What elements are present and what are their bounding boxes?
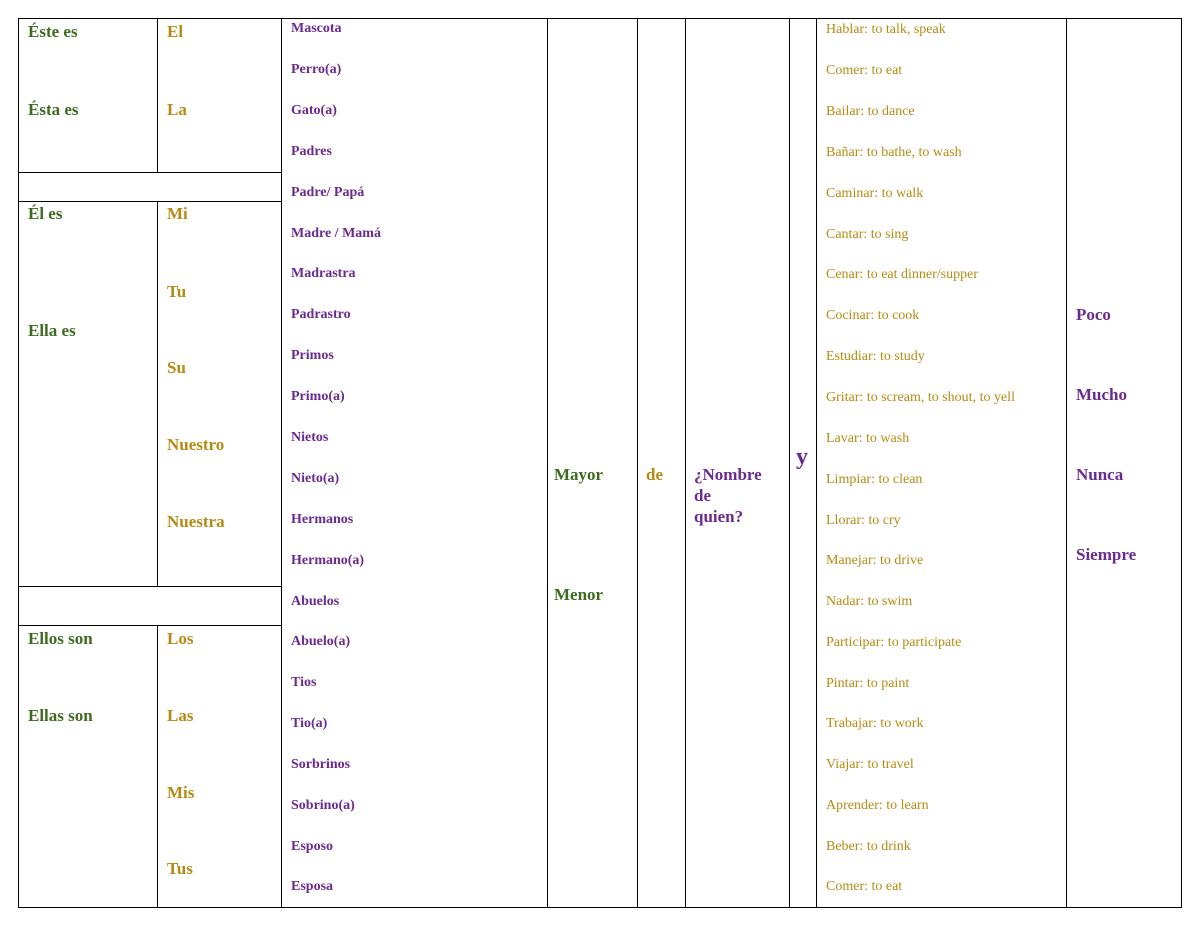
verb-item: Manejar: to drive (826, 553, 924, 568)
verb-item: Comer: to eat (826, 63, 903, 78)
subject-el-es: Él es (28, 204, 63, 223)
noun-item: Tio(a) (291, 716, 328, 731)
noun-item: Sobrino(a) (291, 798, 355, 813)
whose-name-line-3: quien? (694, 507, 744, 526)
noun-item: Nieto(a) (291, 471, 340, 486)
whose-name-line-1: ¿Nombre (694, 465, 762, 484)
possessive-nuestro: Nuestro (167, 435, 225, 454)
noun-item: Madre / Mamá (291, 226, 381, 241)
verb-item: Bailar: to dance (826, 104, 915, 119)
verb-item: Caminar: to walk (826, 186, 924, 201)
noun-item: Esposo (291, 839, 334, 854)
noun-item: Primo(a) (291, 389, 345, 404)
noun-item: Abuelos (291, 594, 340, 609)
adverb-siempre: Siempre (1076, 545, 1137, 564)
possessive-su: Su (167, 358, 186, 377)
subject-ellas-son: Ellas son (28, 706, 93, 725)
comparative-mayor: Mayor (554, 465, 604, 484)
verb-item: Pintar: to paint (826, 676, 910, 691)
verb-item: Trabajar: to work (826, 716, 924, 731)
subject-este-es: Éste es (28, 22, 78, 41)
verb-item: Limpiar: to clean (826, 472, 923, 487)
noun-item: Padrastro (291, 307, 351, 322)
verb-item: Gritar: to scream, to shout, to yell (826, 390, 1015, 405)
possessive-el: El (167, 22, 184, 41)
noun-item: Hermanos (291, 512, 354, 527)
verb-item: Lavar: to wash (826, 431, 910, 446)
noun-item: Nietos (291, 430, 329, 445)
subject-esta-es: Ésta es (28, 100, 79, 119)
possessive-las: Las (167, 706, 194, 725)
verb-item: Cantar: to sing (826, 227, 909, 242)
verb-item: Aprender: to learn (826, 798, 929, 813)
noun-item: Madrastra (291, 266, 356, 281)
adverb-poco: Poco (1076, 305, 1111, 324)
noun-item: Hermano(a) (291, 553, 365, 568)
noun-item: Primos (291, 348, 334, 363)
noun-item: Gato(a) (291, 103, 337, 118)
verb-item: Comer: to eat (826, 879, 903, 894)
possessive-la: La (167, 100, 187, 119)
possessive-nuestra: Nuestra (167, 512, 225, 531)
verb-item: Estudiar: to study (826, 349, 925, 364)
verb-item: Participar: to participate (826, 635, 962, 650)
whose-name-label (694, 464, 762, 527)
verb-item: Cenar: to eat dinner/supper (826, 267, 979, 282)
verb-item: Cocinar: to cook (826, 308, 920, 323)
adverb-nunca: Nunca (1076, 465, 1124, 484)
subject-ella-es: Ella es (28, 321, 76, 340)
whose-name-line-2: de (694, 486, 711, 505)
verb-item: Bañar: to bathe, to wash (826, 145, 962, 160)
conjunction-y: y (796, 444, 808, 470)
possessive-tus: Tus (167, 859, 193, 878)
noun-item: Perro(a) (291, 62, 342, 77)
noun-item: Mascota (291, 21, 342, 36)
subject-ellos-son: Ellos son (28, 629, 93, 648)
verb-item: Hablar: to talk, speak (826, 22, 946, 37)
noun-item: Padres (291, 144, 332, 159)
verb-item: Viajar: to travel (826, 757, 914, 772)
vocabulary-table (18, 18, 1182, 908)
possessive-mis: Mis (167, 783, 195, 802)
noun-item: Esposa (291, 879, 334, 894)
noun-item: Sorbrinos (291, 757, 351, 772)
possessive-los: Los (167, 629, 194, 648)
preposition-de: de (646, 465, 663, 484)
verb-item: Beber: to drink (826, 839, 911, 854)
adverb-mucho: Mucho (1076, 385, 1127, 404)
noun-item: Abuelo(a) (291, 634, 351, 649)
verb-item: Llorar: to cry (826, 513, 901, 528)
noun-item: Padre/ Papá (291, 185, 365, 200)
noun-item: Tios (291, 675, 317, 690)
verb-item: Nadar: to swim (826, 594, 913, 609)
possessive-mi: Mi (167, 204, 188, 223)
comparative-menor: Menor (554, 585, 604, 604)
possessive-tu: Tu (167, 282, 187, 301)
